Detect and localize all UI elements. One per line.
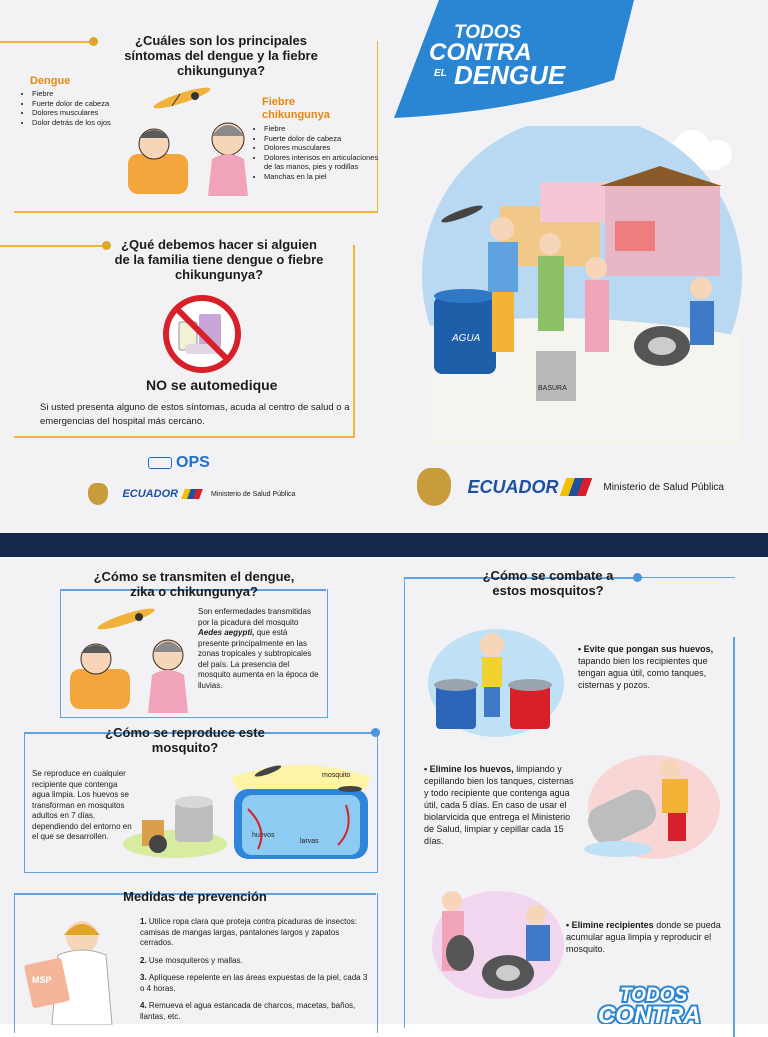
banner-line3: EL — [434, 68, 447, 79]
larvae-label: larvas — [300, 838, 319, 845]
chikungunya-symptom-list — [256, 124, 384, 181]
symptoms-question: ¿Cuáles son los principales síntomas del dengue y la fiebre chikungunya? — [124, 33, 318, 78]
symptom-item: • Dolor detrás de los ojos — [32, 118, 142, 128]
ecuador-logo-large: ECUADOR Ministerio de Salud Pública — [417, 468, 724, 506]
prevention-item: 3. Aplíquese repelente en las áreas expuestas de la piel, cada 3 o 4 horas. — [140, 973, 368, 993]
bottom-panel — [0, 557, 768, 1024]
flag-stripes — [181, 489, 203, 499]
box-bottom-line-2 — [14, 436, 355, 438]
family-advice-text: Si usted presenta alguno de estos síntomas, acuda al centro de salud o a emergencias del hospital más cercano. — [40, 402, 350, 427]
globe-icon — [148, 457, 172, 469]
no-medication-icon — [161, 294, 243, 374]
barrel-label: AGUA — [452, 333, 481, 344]
symptom-item: • Fuerte dolor de cabeza — [32, 99, 142, 109]
section-divider — [0, 533, 768, 557]
bin-label: BASURA — [538, 385, 567, 392]
transmission-text: Son enfermedades transmitidas por la picadura del mosquito Aedes aegypti, que está presente principalmente en las zonas tropicales y subtropicales del país. La presencia del mosquito aumenta en la época de lluvias. — [198, 607, 319, 690]
community-scene-illustration — [400, 126, 750, 446]
combat-dot — [633, 573, 642, 582]
banner-line2: CONTRA — [429, 39, 532, 66]
banner-small-line1: TODOS — [620, 985, 688, 1006]
symptom-item: • Dolores musculares — [264, 143, 384, 153]
symptom-item: • Dolores musculares — [32, 108, 142, 118]
containers-illustration — [120, 782, 230, 862]
symptom-item: • Fiebre — [32, 89, 142, 99]
todos-contra-banner-small — [590, 981, 768, 1024]
prevention-item: 4. Remueva el agua estancada de charcos, macetas, baños, llantas, etc. — [140, 1001, 356, 1021]
chikungunya-title: Fiebre chikungunya — [262, 96, 330, 121]
combat-question: ¿Cómo se combate a estos mosquitos? — [482, 568, 614, 598]
dengue-title: Dengue — [30, 75, 71, 87]
flag-stripes-large — [560, 478, 593, 496]
ecuador-logo-small: ECUADOR Ministerio de Salud Pública — [88, 483, 295, 505]
reproduction-dot — [371, 728, 380, 737]
reproduction-question: ¿Cómo se reproduce este mosquito? — [105, 725, 265, 755]
doctor-illustration — [22, 915, 118, 1025]
reproduction-text: Se reproduce en cualquier recipiente que contenga agua limpia. Los huevos se transforman en mosquitos adultos en 7 días, dependiendo del entorno en el que se desarrollen. — [32, 769, 132, 841]
symptom-item: • Dolores intensos en articulaciones de las manos, pies y rodillas — [264, 153, 384, 172]
ops-logo: OPS — [148, 454, 210, 472]
tip-remove-eggs: • Elimine los huevos, limpiando y cepillando bien los tanques, cisternas y todo recipiente que contenga agua útil, cada 5 días. En caso de usar el biolarvicida que entrega el Ministerio de Salud, limpiar y cepillar cada 15 días. — [424, 764, 574, 846]
tip-cover-containers: • Evite que pongan sus huevos, tapando bien los recipientes que tengan agua útil, como tanques, cisternas y pozos. — [578, 644, 714, 690]
sick-family-illustration — [120, 84, 255, 199]
tip-remove-containers: • Elimine recipientes donde se pueda acumular agua limpia y reproducir el mosquito. — [566, 920, 721, 954]
connector-dot-2 — [102, 241, 111, 250]
symptom-item: • Manchas en la piel — [264, 172, 384, 182]
symptom-item: • Fuerte dolor de cabeza — [264, 134, 384, 144]
banner-line4: DENGUE — [454, 60, 566, 90]
combat-right-line — [733, 637, 735, 1037]
transmission-illustration — [64, 597, 194, 715]
no-self-medicate-text: NO se automedique — [146, 377, 278, 393]
mosquito-lifecycle-illustration — [228, 749, 374, 867]
prevention-list — [140, 917, 368, 1029]
prevention-title: Medidas de prevención — [123, 889, 267, 904]
banner-small-line2: CONTRA — [598, 1002, 701, 1024]
mosquito-label: mosquito — [322, 772, 351, 779]
eggs-label: huevos — [252, 832, 275, 839]
scrubbing-tank-illustration — [578, 751, 724, 861]
connector-dot — [89, 37, 98, 46]
coat-of-arms-icon-large — [417, 468, 451, 506]
prevention-item: 1. Utilice ropa clara que proteja contra picaduras de insectos: camisas de mangas largas, pantalones largos y zapatos cerrados. — [140, 917, 358, 947]
connector-line-2 — [0, 245, 106, 247]
family-question: ¿Qué debemos hacer si alguien de la familia tiene dengue o fiebre chikungunya? — [114, 237, 324, 282]
coat-of-arms-icon — [88, 483, 108, 505]
box-bottom-line — [14, 211, 378, 213]
msp-badge: MSP — [32, 975, 52, 985]
transmission-question: ¿Cómo se transmiten el dengue, zika o chikungunya? — [93, 569, 295, 599]
todos-contra-dengue-banner — [394, 0, 634, 118]
box-right-line — [353, 245, 355, 437]
covered-tanks-illustration — [426, 627, 566, 739]
connector-line — [0, 41, 92, 43]
prevention-item: 2. Use mosquiteros y mallas. — [140, 955, 243, 965]
removing-containers-illustration — [428, 885, 568, 1001]
banner-line1: TODOS — [454, 22, 522, 43]
symptom-item: • Fiebre — [264, 124, 384, 134]
